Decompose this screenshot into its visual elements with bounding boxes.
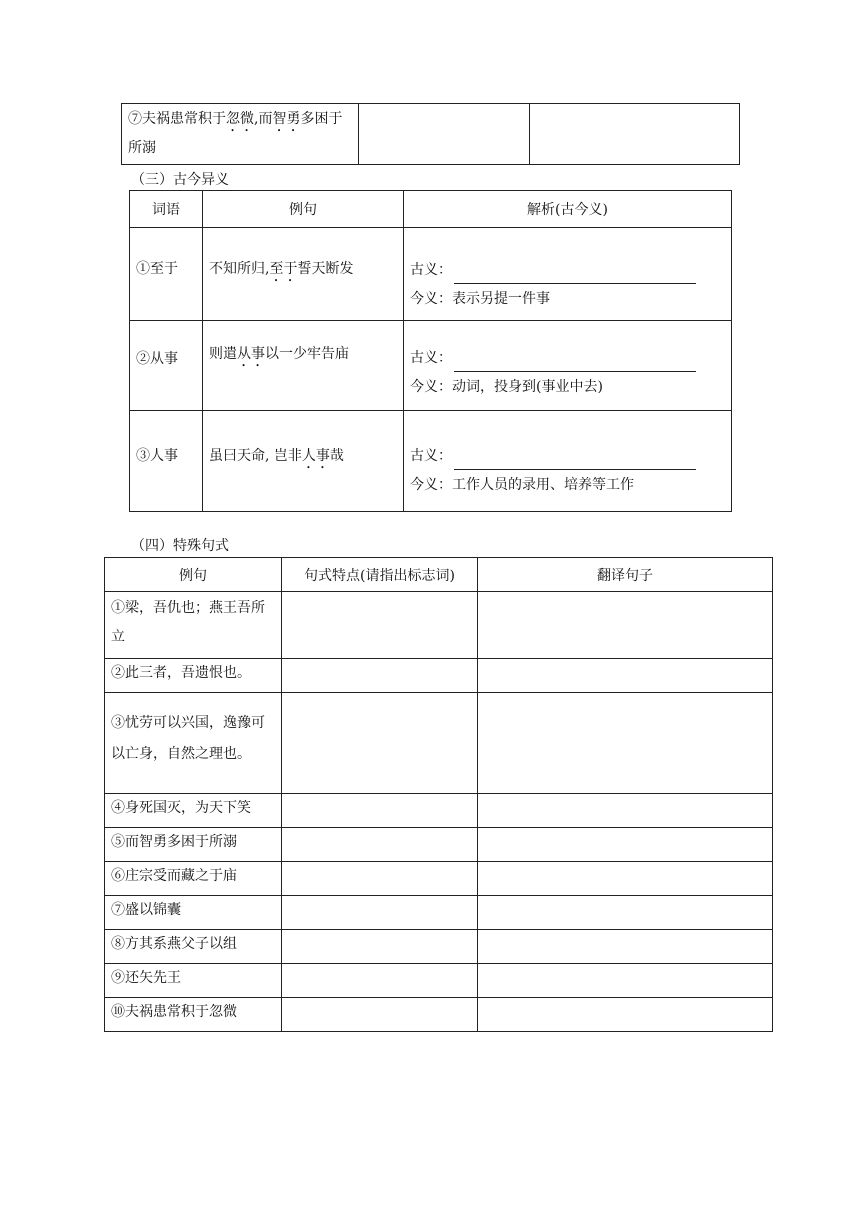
table-row — [105, 659, 773, 693]
answer-cell[interactable] — [282, 828, 478, 862]
example-cell: ⑧方其系燕父子以组 — [105, 930, 282, 964]
answer-cell[interactable] — [282, 930, 478, 964]
answer-blank[interactable] — [454, 269, 696, 284]
table-row — [105, 964, 773, 998]
analysis-cell: 古义： 今义：工作人员的录用、培养等工作 — [404, 411, 732, 512]
column-header-feature: 句式特点(请指出标志词) — [282, 558, 478, 592]
example-cell: ①梁，吾仇也；燕王吾所立 — [105, 592, 282, 659]
answer-cell[interactable] — [478, 659, 773, 693]
table-row — [105, 930, 773, 964]
table-row — [130, 228, 732, 321]
answer-cell[interactable] — [359, 104, 530, 165]
column-header-example: 例句 — [105, 558, 282, 592]
table-row — [105, 896, 773, 930]
answer-cell[interactable] — [282, 998, 478, 1032]
answer-cell[interactable] — [478, 693, 773, 794]
word-cell: ③人事 — [130, 411, 203, 512]
answer-cell[interactable] — [478, 930, 773, 964]
example-cell — [122, 104, 359, 165]
table-row — [105, 828, 773, 862]
answer-cell[interactable] — [282, 896, 478, 930]
table-header-row — [130, 191, 732, 228]
section-title: （三）古今异义 — [131, 172, 229, 188]
answer-cell[interactable] — [282, 592, 478, 659]
column-header-word: 词语 — [130, 191, 203, 228]
word-cell: ①至于 — [130, 228, 203, 321]
answer-cell[interactable] — [478, 862, 773, 896]
column-header-translation: 翻译句子 — [478, 558, 773, 592]
answer-cell[interactable] — [282, 964, 478, 998]
answer-cell[interactable] — [282, 794, 478, 828]
word-cell: ②从事 — [130, 321, 203, 411]
analysis-cell: 古义： 今义：动词，投身到(事业中去) — [404, 321, 732, 411]
table-row — [130, 411, 732, 512]
example-cell: ③忧劳可以兴国，逸豫可以亡身，自然之理也。 — [105, 693, 282, 794]
example-cell: 则遣从事以一少牢告庙 — [203, 321, 404, 411]
answer-cell[interactable] — [478, 998, 773, 1032]
table-row — [130, 321, 732, 411]
table-row — [105, 998, 773, 1032]
answer-cell[interactable] — [282, 659, 478, 693]
table-header-row — [105, 558, 773, 592]
table-row — [105, 592, 773, 659]
answer-cell[interactable] — [478, 828, 773, 862]
example-cell: ⑦盛以锦囊 — [105, 896, 282, 930]
example-cell: ④身死国灭，为天下笑 — [105, 794, 282, 828]
answer-cell[interactable] — [478, 592, 773, 659]
example-cell: ⑩夫祸患常积于忽微 — [105, 998, 282, 1032]
table-row — [105, 794, 773, 828]
answer-cell[interactable] — [282, 693, 478, 794]
example-cell: ⑨还矢先王 — [105, 964, 282, 998]
example-cell: 虽曰天命, 岂非人事哉 — [203, 411, 404, 512]
section-title: （四）特殊句式 — [131, 538, 229, 554]
table-row — [122, 104, 740, 165]
example-cell: ②此三者，吾遗恨也。 — [105, 659, 282, 693]
answer-cell[interactable] — [530, 104, 740, 165]
answer-cell[interactable] — [478, 896, 773, 930]
answer-blank[interactable] — [454, 455, 696, 470]
column-header-example: 例句 — [203, 191, 404, 228]
answer-blank[interactable] — [454, 357, 696, 372]
analysis-cell: 古义： 今义：表示另提一件事 — [404, 228, 732, 321]
example-cell: ⑥庄宗受而藏之于庙 — [105, 862, 282, 896]
example-text: ⑦夫祸患常积于忽微,而智勇多困于所溺 — [128, 111, 343, 156]
column-header-analysis: 解析(古今义) — [404, 191, 732, 228]
special-sentence-table — [104, 557, 773, 1032]
answer-cell[interactable] — [478, 964, 773, 998]
answer-cell[interactable] — [478, 794, 773, 828]
answer-cell[interactable] — [282, 862, 478, 896]
ancient-modern-table — [129, 190, 732, 512]
example-cell: ⑤而智勇多困于所溺 — [105, 828, 282, 862]
table-row — [105, 862, 773, 896]
top-table — [121, 103, 740, 165]
table-row — [105, 693, 773, 794]
example-cell: 不知所归,至于誓天断发 — [203, 228, 404, 321]
